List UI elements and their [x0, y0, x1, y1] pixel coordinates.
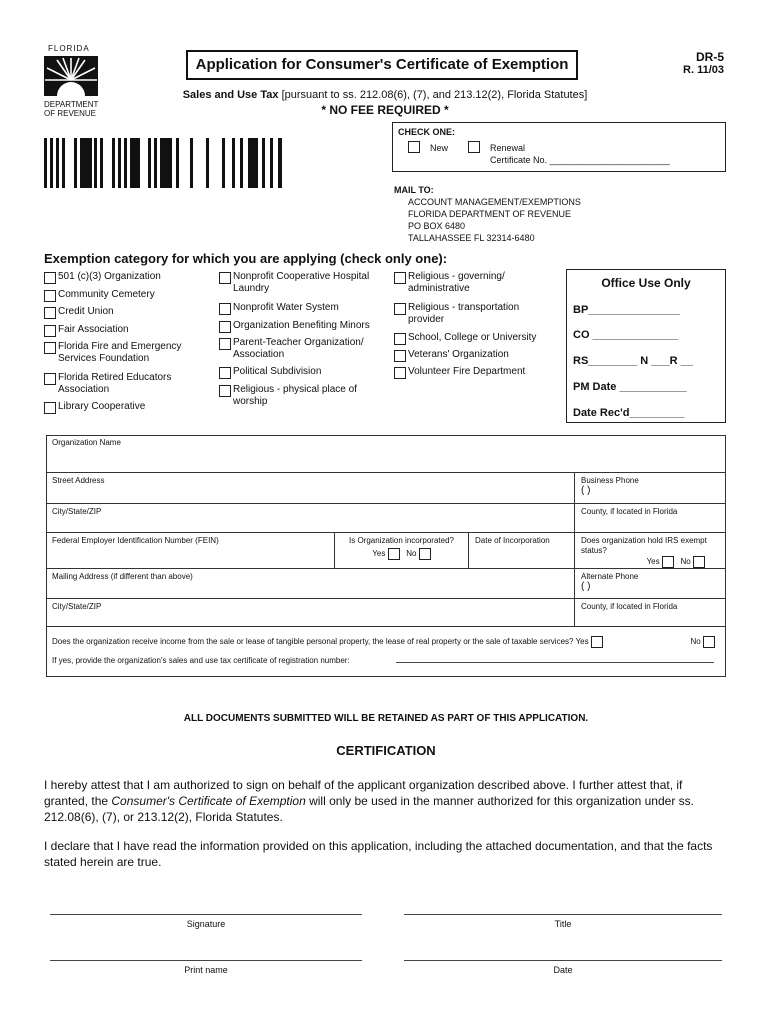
certificate-number-field[interactable]: Certificate No. ________________________ [490, 155, 670, 165]
mailing-city-state-zip-field[interactable]: City/State/ZIP [46, 599, 575, 627]
retained-notice: ALL DOCUMENTS SUBMITTED WILL BE RETAINED AS PART OF THIS APPLICATION. [183, 713, 589, 724]
business-phone-parens: ( ) [581, 485, 591, 496]
exemption-option-credit-union[interactable]: Credit Union [44, 306, 214, 318]
mailing-address-field[interactable]: Mailing Address (if different than above) [46, 569, 575, 599]
exemption-option-minors[interactable]: Organization Benefiting Minors [219, 320, 379, 332]
new-label: New [430, 143, 449, 153]
subtitle-rest: [pursuant to ss. 212.08(6), (7), and 213.12(2), Florida Statutes] [281, 89, 588, 101]
signature-label: Signature [186, 919, 226, 929]
logo-top-text: FLORIDA [48, 44, 90, 53]
logo-bottom-text-1: DEPARTMENT [44, 100, 99, 109]
print-name-line[interactable] [50, 960, 362, 961]
income-yes-checkbox[interactable] [591, 636, 603, 648]
form-number: DR-5 [695, 50, 724, 64]
certification-paragraph-2: I declare that I have read the information provided on this application, including the attached documentation, and that the facts stated herein are true. [44, 839, 713, 869]
incorporated-yes-checkbox[interactable] [388, 548, 400, 560]
date-line[interactable] [404, 960, 722, 961]
irs-yes-checkbox[interactable] [662, 556, 674, 568]
organization-name-field[interactable]: Organization Name [46, 435, 726, 473]
exemption-option-school[interactable]: School, College or University [394, 332, 554, 344]
office-date-received: Date Rec'd_________ [573, 407, 685, 419]
date-of-incorporation-field[interactable]: Date of Incorporation [469, 533, 575, 569]
county-field[interactable]: County, if located in Florida [575, 504, 726, 533]
mail-to-line-2: FLORIDA DEPARTMENT OF REVENUE [408, 209, 572, 219]
exemption-option-volunteer-fire[interactable]: Volunteer Fire Department [394, 366, 554, 378]
exemption-option-religious-worship[interactable]: Religious - physical place of worship [219, 384, 369, 408]
exemption-option-cemetery[interactable]: Community Cemetery [44, 289, 214, 301]
form-revision: R. 11/03 [683, 64, 724, 76]
renewal-checkbox[interactable] [468, 141, 480, 153]
barcode [44, 138, 284, 188]
registration-number-line[interactable] [396, 662, 714, 663]
form-title: Application for Consumer's Certificate of Exemption [195, 56, 569, 73]
irs-exempt-question: Does organization hold IRS exempt status? Yes No [575, 533, 726, 569]
exemption-option-religious-governing[interactable]: Religious - governing/ administrative [394, 271, 534, 295]
exemption-option-water-system[interactable]: Nonprofit Water System [219, 302, 379, 314]
alternate-phone-parens: ( ) [581, 581, 591, 592]
exemption-option-library-cooperative[interactable]: Library Cooperative [44, 401, 214, 413]
mail-to-line-3: PO BOX 6480 [408, 221, 466, 231]
office-bp: BP_______________ [573, 304, 681, 316]
exemption-option-religious-transport[interactable]: Religious - transportation provider [394, 302, 534, 326]
exemption-heading: Exemption category for which you are applying (check only one): [44, 251, 448, 266]
office-co: CO ______________ [573, 329, 679, 341]
office-use-box [566, 269, 726, 423]
exemption-option-veterans[interactable]: Veterans' Organization [394, 349, 554, 361]
print-name-label: Print name [184, 965, 228, 975]
new-checkbox[interactable] [408, 141, 420, 153]
date-label: Date [553, 965, 573, 975]
no-fee-notice: * NO FEE REQUIRED * [321, 103, 449, 117]
mail-to-line-1: ACCOUNT MANAGEMENT/EXEMPTIONS [408, 197, 581, 207]
exemption-option-fire-emergency[interactable]: Florida Fire and Emergency Services Foundation [44, 341, 194, 365]
exemption-option-pta[interactable]: Parent-Teacher Organization/ Association [219, 337, 369, 361]
income-question-row: Does the organization receive income from the sale or lease of tangible personal property, the lease of real property or the sale of taxable services? Yes No If yes, provide the organization's sales and use tax certificate of registration number: [46, 627, 726, 677]
mail-to-label: MAIL TO: [394, 185, 434, 195]
incorporated-question: Is Organization incorporated? Yes No [335, 533, 469, 569]
sun-rays-icon [44, 56, 98, 96]
street-address-field[interactable]: Street Address [46, 473, 575, 504]
certification-paragraph-1: I hereby attest that I am authorized to sign on behalf of the applicant organization described above. I further attest that, if granted, the Consumer's Certificate of Exemption will only be used in the manner authorized for this organization under ss. 212.08(6), (7), or 213.12(2), Florida Statutes. [44, 778, 694, 824]
certificate-name: Consumer's Certificate of Exemption [111, 794, 306, 808]
subtitle-bold: Sales and Use Tax [182, 89, 279, 101]
mailing-county-field[interactable]: County, if located in Florida [575, 599, 726, 627]
fein-field[interactable]: Federal Employer Identification Number (FEIN) [46, 533, 335, 569]
exemption-option-501c3[interactable]: 501 (c)(3) Organization [44, 271, 214, 283]
office-pm-date: PM Date ___________ [573, 381, 687, 393]
city-state-zip-field[interactable]: City/State/ZIP [46, 504, 575, 533]
renewal-label: Renewal [490, 143, 526, 153]
exemption-option-hospital-laundry[interactable]: Nonprofit Cooperative Hospital Laundry [219, 271, 379, 295]
title-label: Title [554, 919, 572, 929]
incorporated-no-checkbox[interactable] [419, 548, 431, 560]
title-line[interactable] [404, 914, 722, 915]
office-use-title: Office Use Only [601, 276, 691, 290]
mail-to-line-4: TALLAHASSEE FL 32314-6480 [408, 233, 535, 243]
subtitle [100, 89, 670, 101]
office-rs: RS________ N ___R __ [573, 355, 693, 367]
logo-bottom-text-2: OF REVENUE [44, 109, 97, 118]
income-no-checkbox[interactable] [703, 636, 715, 648]
certification-heading: CERTIFICATION [336, 743, 436, 758]
florida-dor-logo [40, 44, 102, 118]
exemption-option-retired-educators[interactable]: Florida Retired Educators Association [44, 372, 194, 396]
irs-no-checkbox[interactable] [693, 556, 705, 568]
exemption-option-political-subdivision[interactable]: Political Subdivision [219, 366, 379, 378]
exemption-option-fair-association[interactable]: Fair Association [44, 324, 214, 336]
business-phone-field[interactable]: Business Phone ( ) [575, 473, 726, 504]
alternate-phone-field[interactable]: Alternate Phone ( ) [575, 569, 726, 599]
signature-line[interactable] [50, 914, 362, 915]
check-one-label: CHECK ONE: [398, 127, 456, 137]
